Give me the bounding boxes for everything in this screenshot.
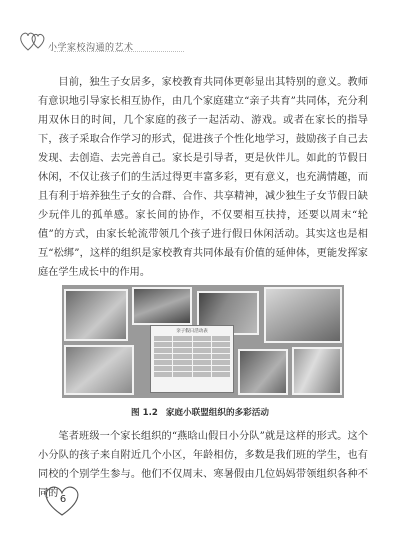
paragraph-1: 目前，独生子女居多，家校教育共同体更彰显出其特别的意义。教师有意识地引导家长相互协作，由几个家庭建立“亲子共育”共同体，充分利用双休日的时间，几个家庭的孩子一起活动、游戏。或者在家长的指导下，孩子采取合作学习的形式，促进孩子个性化地学习，鼓励孩子自己去发现、去创造、去完善自己。家长是引导者，更是伙伴儿。如此的节假日休闲，不仅让孩子们的生活过得更丰富多彩，更有意义，也充满情趣，而且有利于培养独生子女的合群、合作、共享精神，减少独生子女节假日缺少玩伴儿的孤单感。家长间的协作，不仅要相互扶持，还要以周末“轮值”的方式，由家长轮流带领几个孩子进行假日休闲活动。其实这也是相互“松绑”，这样的组织是家校教育共同体最有价值的延伸体，更能发挥家庭在学生成长中的作用。 xyxy=(38,77,368,278)
activity-photo xyxy=(238,349,288,395)
running-header xyxy=(18,28,188,54)
photo-collage xyxy=(62,285,344,398)
main-text-continued xyxy=(38,427,368,503)
figure-caption xyxy=(0,406,400,418)
main-text xyxy=(38,73,368,282)
activity-table-title: 亲子假日活动表 xyxy=(176,329,208,334)
page-number: 6 xyxy=(59,494,67,505)
activity-photo xyxy=(132,287,192,325)
activity-photo xyxy=(64,345,134,395)
activity-schedule-table xyxy=(150,325,234,393)
header-rule xyxy=(54,51,184,52)
paragraph-2: 笔者班级一个家长组织的“燕晗山假日小分队”就是这样的形式。这个小分队的孩子来自附近几个小区，年龄相仿，多数是我们班的学生，也有同校的个别学生参与。他们不仅周末、寒暑假由几位妈妈带领组织各种不同的 xyxy=(38,431,368,499)
figure-label: 图 1.2 xyxy=(131,408,158,418)
running-title: 小学家校沟通的艺术 xyxy=(48,43,134,53)
activity-photo xyxy=(64,289,128,341)
activity-photo xyxy=(292,347,342,395)
activity-table-grid xyxy=(154,336,230,377)
figure-caption-text: 家庭小联盟组织的多彩活动 xyxy=(165,408,269,418)
page-footer xyxy=(40,484,80,518)
activity-photo xyxy=(264,287,342,343)
